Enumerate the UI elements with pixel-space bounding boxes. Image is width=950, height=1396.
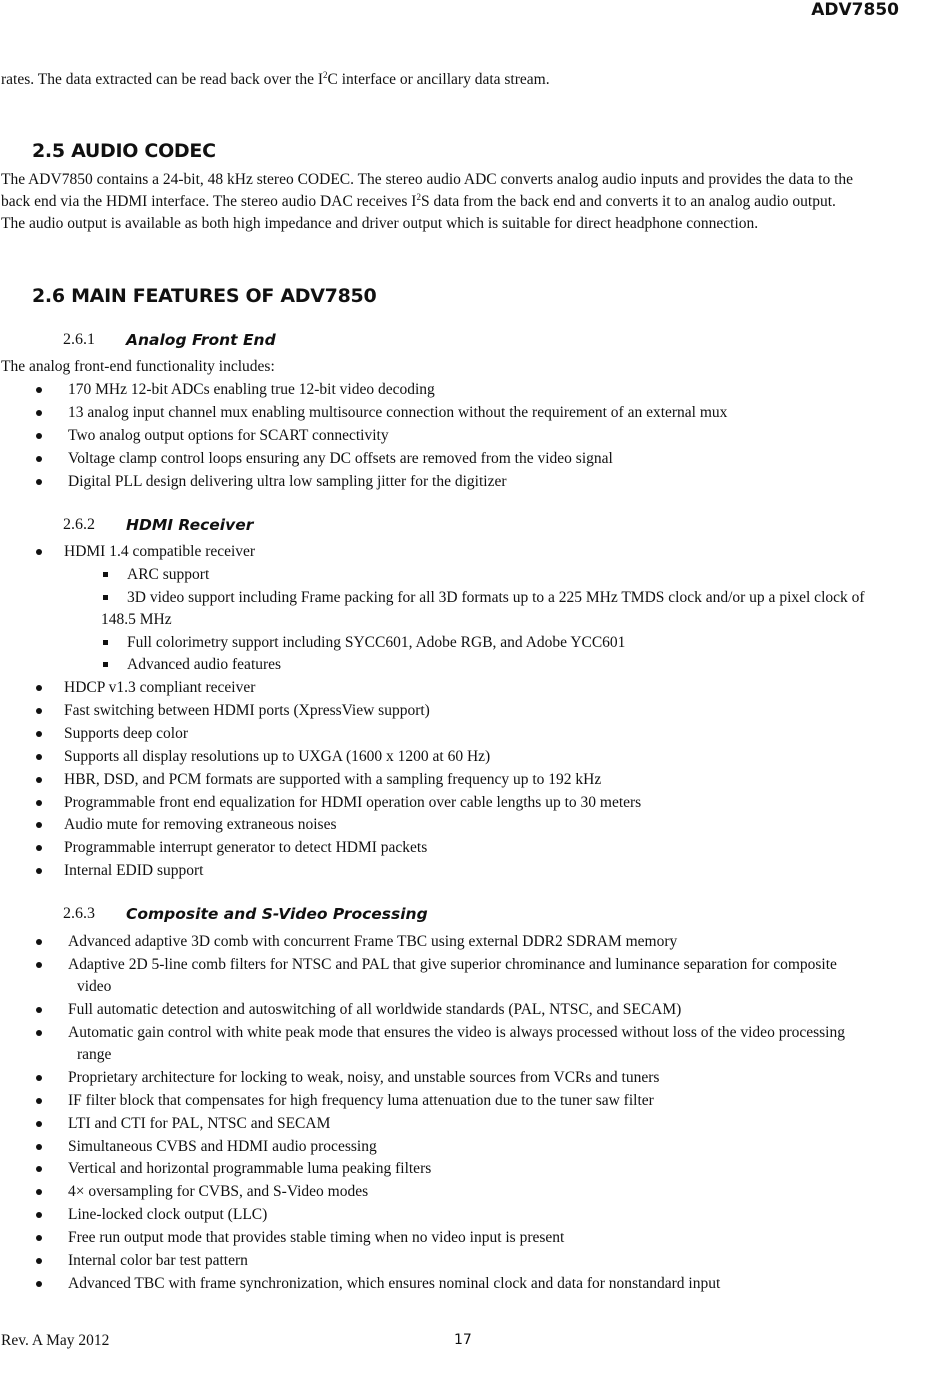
sub-list-item: Full colorimetry support including SYCC601, Adobe RGB, and Adobe YCC601 (127, 634, 626, 651)
list-item: IF filter block that compensates for high frequency luma attenuation due to the tuner saw filter (68, 1092, 654, 1109)
analog-front-end-intro: The analog front-end functionality includes: (1, 358, 275, 375)
square-bullet-icon (103, 640, 108, 645)
intro-superscript: 2 (323, 70, 328, 80)
list-item: Adaptive 2D 5-line comb filters for NTSC and PAL that give superior chrominance and luminance separation for composite (68, 956, 837, 973)
list-item: Two analog output options for SCART connectivity (68, 427, 389, 444)
bullet-icon (36, 939, 42, 945)
bullet-icon (36, 845, 42, 851)
bullet-icon (36, 1235, 42, 1241)
list-item: LTI and CTI for PAL, NTSC and SECAM (68, 1115, 331, 1132)
audio-codec-line-1: The ADV7850 contains a 24-bit, 48 kHz stereo CODEC. The stereo audio ADC converts analog audio inputs and provides the data to the (1, 171, 854, 188)
bullet-icon (36, 1007, 42, 1013)
bullet-icon (36, 1144, 42, 1150)
list-item: Internal EDID support (64, 862, 204, 879)
bullet-icon (36, 1189, 42, 1195)
list-item: Supports all display resolutions up to UXGA (1600 x 1200 at 60 Hz) (64, 748, 491, 765)
list-item: HDCP v1.3 compliant receiver (64, 679, 256, 696)
subsection-number: 2.6.3 (63, 905, 95, 922)
list-item: Programmable interrupt generator to detect HDMI packets (64, 839, 428, 856)
list-item: Vertical and horizontal programmable luma peaking filters (68, 1160, 432, 1177)
list-item: Programmable front end equalization for HDMI operation over cable lengths up to 30 meters (64, 794, 642, 811)
list-item: Voltage clamp control loops ensuring any DC offsets are removed from the video signal (68, 450, 613, 467)
bullet-icon (36, 1030, 42, 1036)
bullet-icon (36, 1258, 42, 1264)
subsection-title: HDMI Receiver (126, 516, 254, 534)
bullet-icon (36, 1075, 42, 1081)
bullet-icon (36, 868, 42, 874)
bullet-icon (36, 800, 42, 806)
intro-text-prefix: rates. The data extracted can be read back over the I (1, 71, 324, 88)
subsection-number: 2.6.2 (63, 516, 95, 533)
list-item: Simultaneous CVBS and HDMI audio processing (68, 1138, 377, 1155)
list-item: Supports deep color (64, 725, 188, 742)
bullet-icon (36, 549, 42, 555)
list-item: Line-locked clock output (LLC) (68, 1206, 268, 1223)
bullet-icon (36, 1121, 42, 1127)
list-item: Audio mute for removing extraneous noises (64, 816, 337, 833)
intro-paragraph (1, 71, 550, 89)
list-item: Free run output mode that provides stable timing when no video input is present (68, 1229, 565, 1246)
list-item: Fast switching between HDMI ports (XpressView support) (64, 702, 430, 719)
list-item: 4× oversampling for CVBS, and S-Video modes (68, 1183, 369, 1200)
bullet-icon (36, 685, 42, 691)
bullet-icon (36, 479, 42, 485)
bullet-icon (36, 1281, 42, 1287)
list-item-continuation: range (77, 1046, 112, 1063)
subsection-title: Composite and S-Video Processing (126, 905, 428, 923)
bullet-icon (36, 410, 42, 416)
bullet-icon (36, 1166, 42, 1172)
intro-text-suffix: C interface or ancillary data stream. (327, 71, 550, 88)
list-item: HBR, DSD, and PCM formats are supported with a sampling frequency up to 192 kHz (64, 771, 602, 788)
bullet-icon (36, 433, 42, 439)
square-bullet-icon (103, 662, 108, 667)
list-item: 13 analog input channel mux enabling multisource connection without the requirement of an external mux (68, 404, 728, 421)
subsection-title: Analog Front End (126, 331, 276, 349)
bullet-icon (36, 1212, 42, 1218)
sub-list-item: ARC support (127, 566, 210, 583)
list-item: 170 MHz 12-bit ADCs enabling true 12-bit video decoding (68, 381, 435, 398)
bullet-icon (36, 456, 42, 462)
list-item: HDMI 1.4 compatible receiver (64, 543, 256, 560)
list-item: Internal color bar test pattern (68, 1252, 248, 1269)
subsection-heading-hdmi-receiver (63, 516, 254, 534)
list-item-continuation: video (77, 978, 112, 995)
list-item: Advanced adaptive 3D comb with concurrent Frame TBC using external DDR2 SDRAM memory (68, 933, 678, 950)
bullet-icon (36, 777, 42, 783)
sub-list-item: 3D video support including Frame packing for all 3D formats up to a 225 MHz TMDS clock and/or up a pixel clock of (127, 589, 865, 606)
square-bullet-icon (103, 572, 108, 577)
list-item: Automatic gain control with white peak mode that ensures the video is always processed without loss of the video processing (68, 1024, 845, 1041)
list-item: Advanced TBC with frame synchronization, which ensures nominal clock and data for nonstandard input (68, 1275, 721, 1292)
footer-revision: Rev. A May 2012 (1, 1332, 110, 1349)
subsection-heading-analog-front-end (63, 331, 276, 349)
footer-page-number: 17 (454, 1332, 472, 1348)
bullet-icon (36, 822, 42, 828)
audio-codec-superscript: 2 (416, 192, 421, 202)
list-item: Full automatic detection and autoswitching of all worldwide standards (PAL, NTSC, and SECAM) (68, 1001, 682, 1018)
bullet-icon (36, 962, 42, 968)
audio-codec-line-3: The audio output is available as both high impedance and driver output which is suitable for direct headphone connection. (1, 215, 759, 232)
bullet-icon (36, 387, 42, 393)
sub-list-item: Advanced audio features (127, 656, 282, 673)
list-item: Proprietary architecture for locking to weak, noisy, and unstable sources from VCRs and tuners (68, 1069, 660, 1086)
section-heading-main-features: 2.6 MAIN FEATURES OF ADV7850 (32, 285, 377, 307)
square-bullet-icon (103, 595, 108, 600)
bullet-icon (36, 708, 42, 714)
bullet-icon (36, 1098, 42, 1104)
bullet-icon (36, 731, 42, 737)
section-heading-audio-codec: 2.5 AUDIO CODEC (32, 140, 216, 162)
subsection-number: 2.6.1 (63, 331, 95, 348)
sub-list-item-continuation: 148.5 MHz (101, 611, 172, 628)
document-title: ADV7850 (811, 0, 899, 20)
audio-codec-line-2-suffix: S data from the back end and converts it to an analog audio output. (420, 193, 836, 210)
bullet-icon (36, 754, 42, 760)
subsection-heading-composite-svideo (63, 905, 428, 923)
list-item: Digital PLL design delivering ultra low sampling jitter for the digitizer (68, 473, 507, 490)
audio-codec-line-2 (1, 193, 836, 211)
audio-codec-line-2-prefix: back end via the HDMI interface. The stereo audio DAC receives I (1, 193, 417, 210)
